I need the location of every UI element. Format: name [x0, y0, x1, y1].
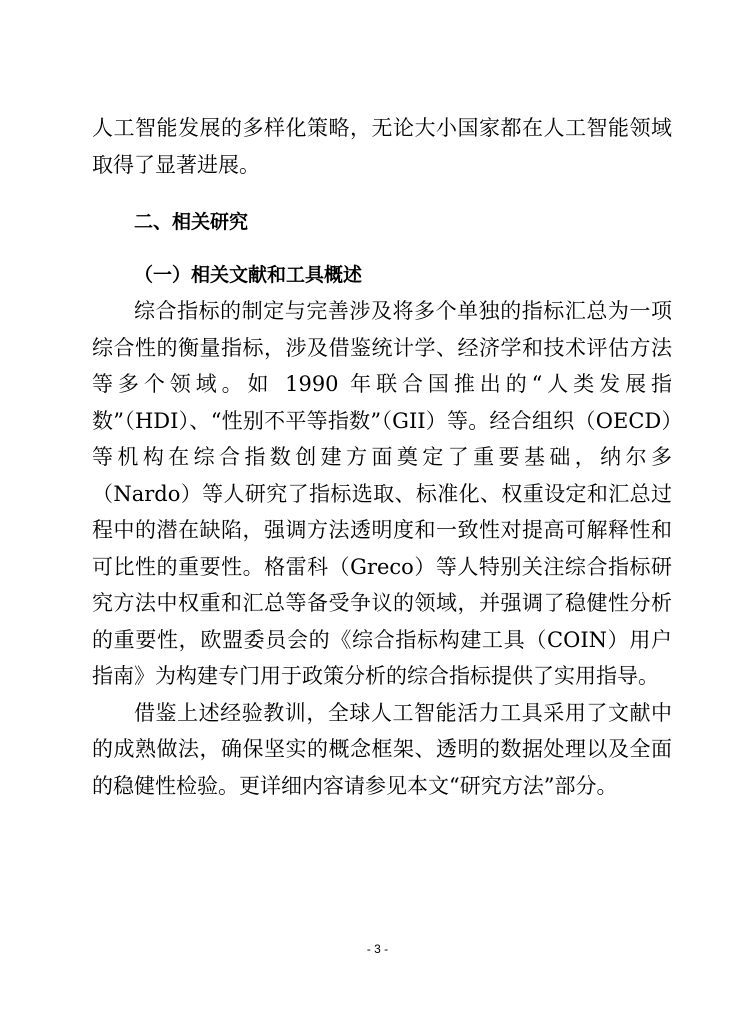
body-paragraph-2: 借鉴上述经验教训，全球人工智能活力工具采用了文献中的成熟做法，确保坚实的概念框架、透明的数据处理以及全面的稳健性检验。更详细内容请参见本文“研究方法”部分。 — [92, 700, 672, 798]
subsection-heading: （一）相关文献和工具概述 — [134, 264, 363, 286]
section-heading: 二、相关研究 — [134, 211, 249, 233]
body-block — [92, 293, 672, 804]
page-number: - 3 - — [366, 942, 389, 956]
intro-paragraph: 人工智能发展的多样化策略，无论大小国家都在人工智能领域取得了显著进展。 — [92, 116, 672, 177]
body-paragraph-1: 综合指标的制定与完善涉及将多个单独的指标汇总为一项综合性的衡量指标，涉及借鉴统计学、经济学和技术评估方法等多个领域。如 1990 年联合国推出的“人类发展指数”（HDI）、“性别不平等指数”（GII）等。经合组织（OECD）等机构在综合指数创建方面奠定了重要基础，纳尔多（Nardo）等人研究了指标选取、标准化、权重设定和汇总过程中的潜在缺陷，强调方法透明度和一致性对提高可解释性和可比性的重要性。格雷科（Greco）等人特别关注综合指标研究方法中权重和汇总等备受争议的领域，并强调了稳健性分析的重要性，欧盟委员会的《综合指标构建工具（COIN）用户指南》为构建专门用于政策分析的综合指标提供了实用指导。 — [92, 299, 672, 688]
intro-block — [92, 110, 672, 183]
